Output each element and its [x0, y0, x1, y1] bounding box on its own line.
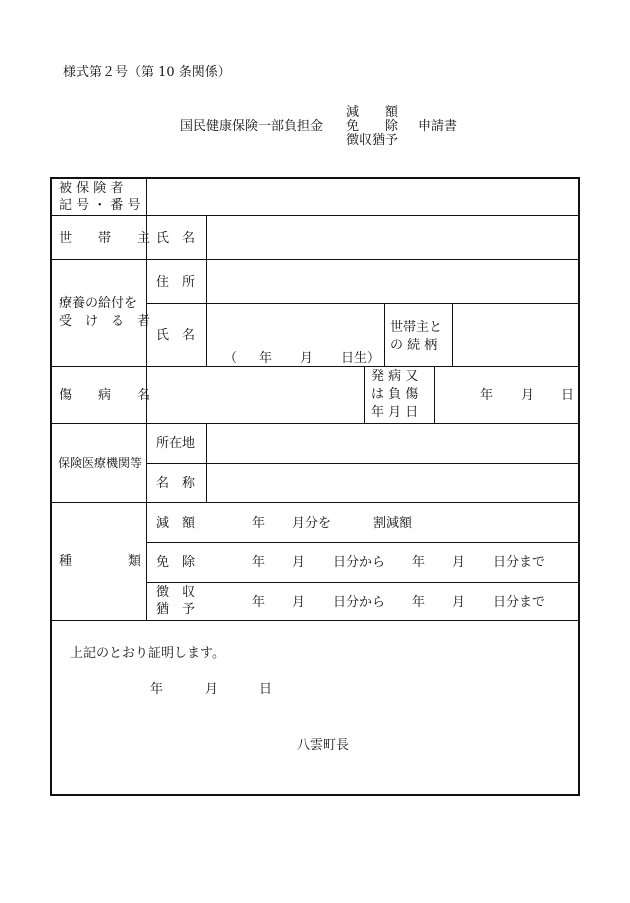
reduction-month: 月分を: [292, 516, 332, 531]
deferral-from-day: 日分から: [333, 595, 386, 610]
certification-statement: 上記のとおり証明します。: [70, 646, 225, 661]
title-main: 国民健康保険一部負担金: [180, 119, 324, 134]
institution-name-field[interactable]: [208, 464, 576, 501]
certification-year: 年: [150, 682, 164, 697]
deferral-to-year: 年: [412, 595, 426, 610]
onset-label-line1: 発 病 又: [371, 369, 419, 384]
householder-name-label: 氏 名: [156, 231, 196, 246]
type-label-right: 類: [128, 554, 142, 569]
deferral-to-day: 日分まで: [493, 595, 546, 610]
col-divider: [452, 303, 453, 366]
title-option-deferral: 徴収猶予: [346, 133, 399, 148]
certification-day: 日: [259, 682, 273, 697]
title-option-reduction: 減 額: [346, 105, 399, 120]
deferral-from-month: 月: [292, 595, 306, 610]
birth-day: 日生）: [341, 351, 381, 366]
deferral-label-line2: 猶 予: [156, 602, 196, 617]
row-divider: [146, 582, 578, 583]
institution-location-label: 所在地: [156, 436, 196, 451]
col-divider: [206, 215, 207, 366]
birth-month: 月: [300, 351, 314, 366]
exemption-from-year: 年: [252, 555, 266, 570]
exemption-to-month: 月: [452, 555, 466, 570]
certification-signer: 八雲町長: [297, 738, 350, 753]
birth-year: 年: [259, 351, 273, 366]
deferral-from-year: 年: [252, 595, 266, 610]
birth-open-paren: （: [224, 351, 238, 366]
exemption-from-month: 月: [292, 555, 306, 570]
onset-label-line2: は 負 傷: [371, 387, 419, 402]
application-form-table: [50, 177, 580, 796]
institution-location-field[interactable]: [208, 424, 576, 462]
col-divider: [206, 423, 207, 502]
deferral-to-month: 月: [452, 595, 466, 610]
relation-label-line1: 世帯主と: [390, 320, 443, 335]
onset-day: 日: [561, 388, 575, 403]
form-number: 様式第２号（第 10 条関係）: [63, 65, 231, 80]
title-option-exemption: 免 除: [346, 119, 399, 134]
deferral-label-line1: 徴 収: [156, 585, 196, 600]
recipient-address-field[interactable]: [208, 260, 576, 302]
householder-label: 世 帯 主: [59, 231, 151, 246]
col-divider: [434, 366, 435, 423]
institution-label: 保険医療機関等: [58, 456, 143, 470]
reduction-year: 年: [252, 516, 266, 531]
relation-field[interactable]: [454, 304, 576, 365]
recipient-address-label: 住 所: [156, 275, 196, 290]
injury-name-field[interactable]: [148, 367, 363, 422]
onset-label-line3: 年 月 日: [371, 405, 419, 420]
row-divider: [146, 542, 578, 543]
row-divider: [52, 502, 578, 503]
institution-name-label: 名 称: [156, 476, 196, 491]
relation-label-line2: の 続 柄: [390, 338, 438, 353]
exemption-to-day: 日分まで: [493, 555, 546, 570]
title-suffix: 申請書: [418, 119, 458, 134]
recipient-label-line1: 療養の給付を: [59, 296, 138, 311]
insured-label-line1: 被 保 険 者: [59, 181, 124, 196]
householder-name-field[interactable]: [208, 216, 576, 258]
onset-year: 年: [480, 388, 494, 403]
exemption-to-year: 年: [412, 555, 426, 570]
row-divider: [52, 620, 578, 621]
insured-label-line2: 記 号 ・ 番 号: [59, 198, 141, 213]
exemption-label: 免 除: [156, 555, 196, 570]
onset-month: 月: [521, 388, 535, 403]
reduction-label: 減 額: [156, 516, 196, 531]
exemption-from-day: 日分から: [333, 555, 386, 570]
recipient-label-line2: 受 け る 者: [59, 314, 151, 329]
certification-month: 月: [205, 682, 219, 697]
col-divider: [364, 366, 365, 423]
injury-label: 傷 病 名: [59, 388, 151, 403]
insured-number-field[interactable]: [148, 180, 576, 214]
recipient-name-label: 氏 名: [156, 328, 196, 343]
type-label-left: 種: [59, 554, 73, 569]
col-divider: [384, 303, 385, 366]
reduction-rate: 割減額: [373, 516, 413, 531]
